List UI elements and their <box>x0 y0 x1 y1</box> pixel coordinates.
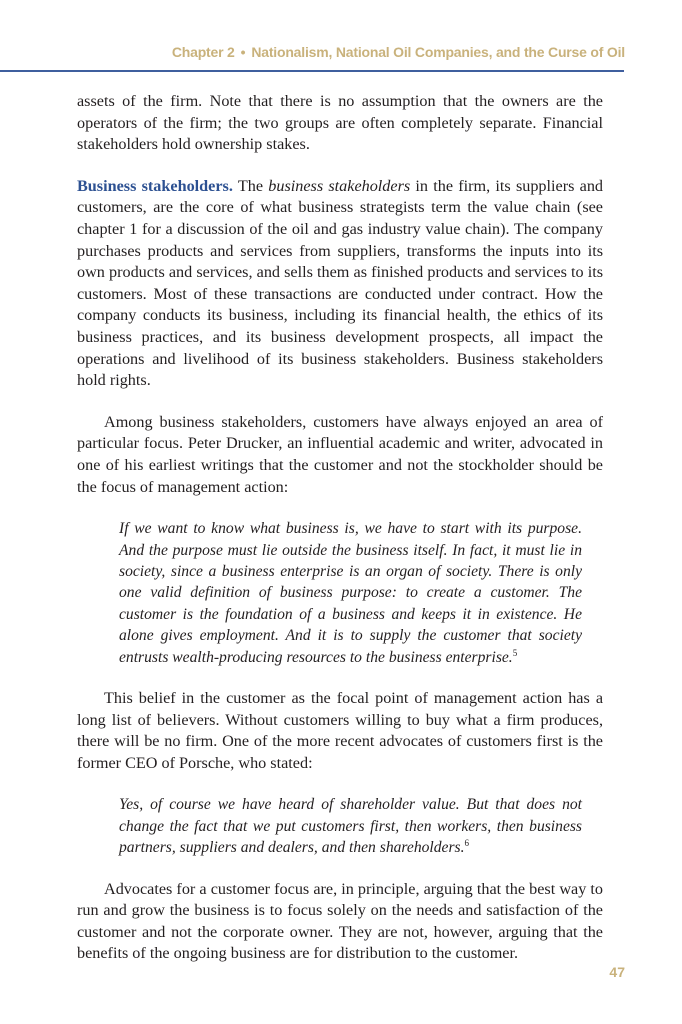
header-rule <box>0 70 624 72</box>
page-body <box>77 91 603 965</box>
chapter-title: Nationalism, National Oil Companies, and the Curse of Oil <box>251 44 625 60</box>
header-bullet: • <box>240 44 246 60</box>
paragraph-text: in the firm, its suppliers and customers, are the core of what business strategists term the value chain (see chapter 1 for a discussion of the oil and gas industry value chain). The company purchases products and services from suppliers, transforms the inputs into its own products and services, and sells them as finished products and services to its customers. Most of these transactions are conducted under contract. How the company conducts its business, including its financial health, the ethics of its business practices, and its business development prospects, all impact the operations and livelihood of its business stakeholders. Business stakeholders hold rights. <box>77 176 604 390</box>
paragraph-drucker-intro: Among business stakeholders, customers have always enjoyed an area of particular focus. Peter Drucker, an influential academic and writer, advocated in one of his earliest writings that the customer and not the stockholder should be the focus of management action: <box>77 412 603 496</box>
quote-text: If we want to know what business is, we have to start with its purpose. And the purpose must lie outside the business itself. In fact, it must lie in society, since a business enterprise is an organ of society. There is only one valid definition of business purpose: to create a customer. The customer is the foundation of a business and keeps it in existence. He alone gives employment. And it is to supply the customer that society entrusts wealth-producing resources to the business enterprise. <box>119 520 582 666</box>
block-quote-drucker <box>119 518 582 668</box>
paragraph-porsche-intro: This belief in the customer as the focal point of management action has a long list of believers. Without customers willing to buy what a firm produces, there will be no firm. One of the more recent advocates of customers first is the former CEO of Porsche, who stated: <box>77 688 603 772</box>
paragraph-financial-stakeholders: assets of the firm. Note that there is no assumption that the owners are the operators of the firm; the two groups are often completely separate. Financial stakeholders hold ownership stakes. <box>77 92 603 154</box>
footnote-marker[interactable]: 5 <box>512 647 518 658</box>
page-number: 47 <box>609 964 625 980</box>
paragraph-text: The <box>232 176 269 195</box>
running-head <box>172 44 625 60</box>
chapter-label: Chapter 2 <box>171 44 235 60</box>
paragraph-customer-focus: Advocates for a customer focus are, in principle, arguing that the best way to run and grow the business is to focus solely on the needs and satisfaction of the customer and not the corporate owner. They are not, however, arguing that the benefits of the ongoing business are for distribution to the customer. <box>77 879 603 963</box>
footnote-marker[interactable]: 6 <box>464 838 470 849</box>
section-lead-heading: Business stakeholders. <box>77 176 233 195</box>
quote-text: Yes, of course we have heard of shareholder value. But that does not change the fact that we put customers first, then workers, then business partners, suppliers and dealers, and then shareholders. <box>119 796 582 857</box>
paragraph-business-stakeholders <box>77 176 603 392</box>
emphasized-term: business stakeholders <box>268 176 411 195</box>
block-quote-porsche <box>119 794 582 858</box>
